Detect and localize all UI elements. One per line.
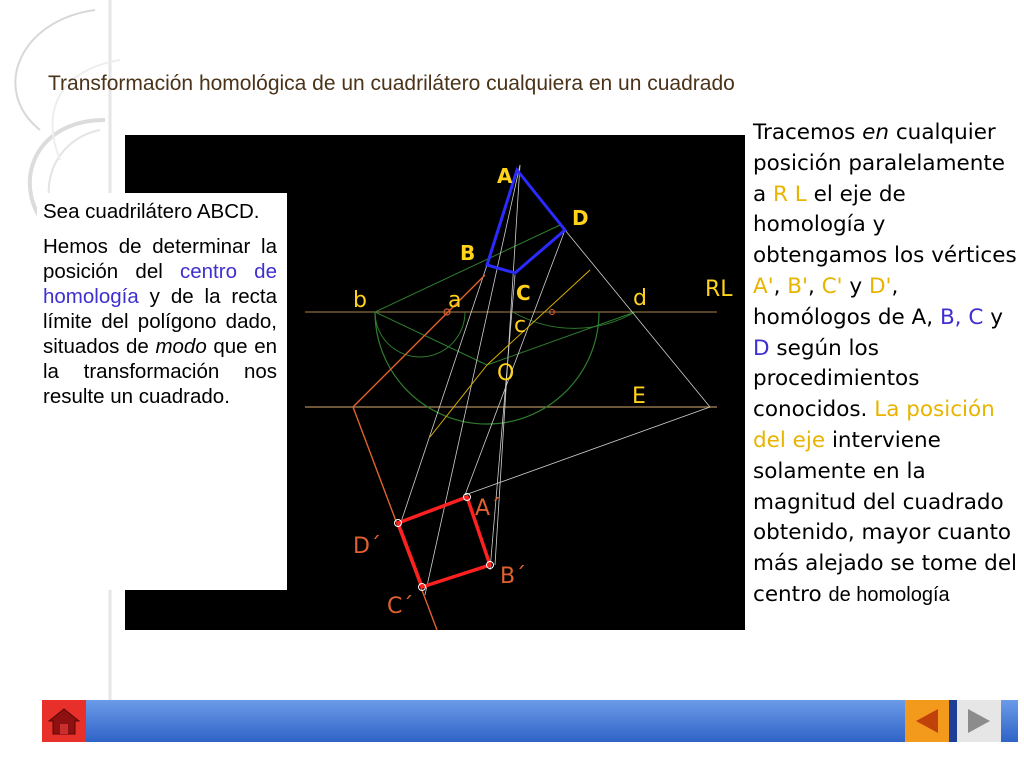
label-a: a	[448, 288, 462, 313]
label-A-prime: A´	[475, 496, 502, 521]
label-C: C	[516, 281, 531, 305]
label-RL: RL	[705, 277, 733, 302]
label-O: O	[497, 361, 515, 386]
projection-line	[490, 275, 515, 570]
explanation-text-part: Tracemos	[753, 120, 863, 145]
explanation-text	[753, 118, 1018, 611]
label-D: D	[572, 206, 589, 230]
label-B-prime: B´	[500, 564, 527, 589]
intro-emphasis: modo	[155, 335, 207, 358]
explanation-c-prime: C'	[821, 273, 843, 299]
intro-text: y de la recta límite del polígono dado, situados de	[43, 285, 277, 358]
orange-line	[353, 275, 485, 407]
triangle-right-icon	[962, 706, 996, 736]
next-slide-button[interactable]	[957, 700, 1001, 742]
explanation-text-part: interviene solamente en la magnitud del cuadrado obtenido, mayor cuanto más alejado se tome del centro	[753, 427, 1018, 607]
construction-line	[375, 312, 487, 365]
intro-paragraph-1: Sea cuadrilátero ABCD.	[43, 200, 260, 223]
explanation-text-part: el eje de homología y obtengamos los vértices	[753, 181, 1017, 269]
explanation-b-prime: B'	[787, 273, 808, 299]
explanation-text-part: según los procedimientos conocidos.	[753, 335, 920, 423]
explanation-text-part: cualquier posición paralelamente a	[753, 120, 1006, 207]
explanation-text-part: ,	[807, 273, 822, 299]
yellow-line	[430, 365, 487, 437]
label-D-prime: D´	[353, 534, 381, 559]
homology-center-term: centro de homología	[43, 260, 277, 308]
explanation-d-prime: D'	[868, 273, 892, 299]
explanation-text-part: ,	[773, 273, 788, 299]
projection-line	[400, 265, 487, 525]
intro-paragraph-2	[43, 234, 277, 409]
label-A: A	[497, 164, 513, 188]
explanation-rl: R L	[773, 181, 807, 207]
home-button[interactable]	[42, 700, 86, 742]
label-C-prime: C´	[387, 594, 414, 619]
intro-text-box	[37, 193, 287, 590]
explanation-emphasis: en	[862, 120, 890, 145]
yellow-line	[487, 270, 590, 365]
triangle-left-icon	[910, 706, 944, 736]
explanation-text-part: y	[842, 273, 869, 299]
explanation-a-prime: A'	[753, 273, 774, 299]
label-c: c	[514, 313, 527, 338]
home-icon	[47, 706, 81, 736]
label-B: B	[460, 241, 476, 265]
projection-line	[565, 230, 710, 407]
explanation-bc: B, C	[939, 304, 984, 330]
navigation-bar	[42, 700, 1018, 742]
slide-title: Transformación homológica de un cuadrilátero cualquiera en un cuadrado	[48, 72, 735, 95]
projection-line	[465, 230, 565, 495]
label-b: b	[353, 288, 367, 313]
construction-line	[375, 225, 560, 312]
label-E: E	[632, 384, 646, 409]
explanation-text-part: , homólogos de A,	[753, 273, 940, 330]
explanation-text-part: y	[983, 304, 1003, 330]
label-d: d	[633, 286, 647, 311]
nav-separator	[949, 700, 957, 742]
previous-slide-button[interactable]	[905, 700, 949, 742]
explanation-axis-position: La posición del eje	[753, 397, 995, 453]
intro-text: que en la transformación nos resulte un cuadrado.	[43, 335, 277, 408]
explanation-text-part: de homología	[828, 583, 950, 606]
explanation-d: D	[753, 335, 770, 361]
intro-text: Hemos de determinar la posición del	[43, 235, 277, 283]
